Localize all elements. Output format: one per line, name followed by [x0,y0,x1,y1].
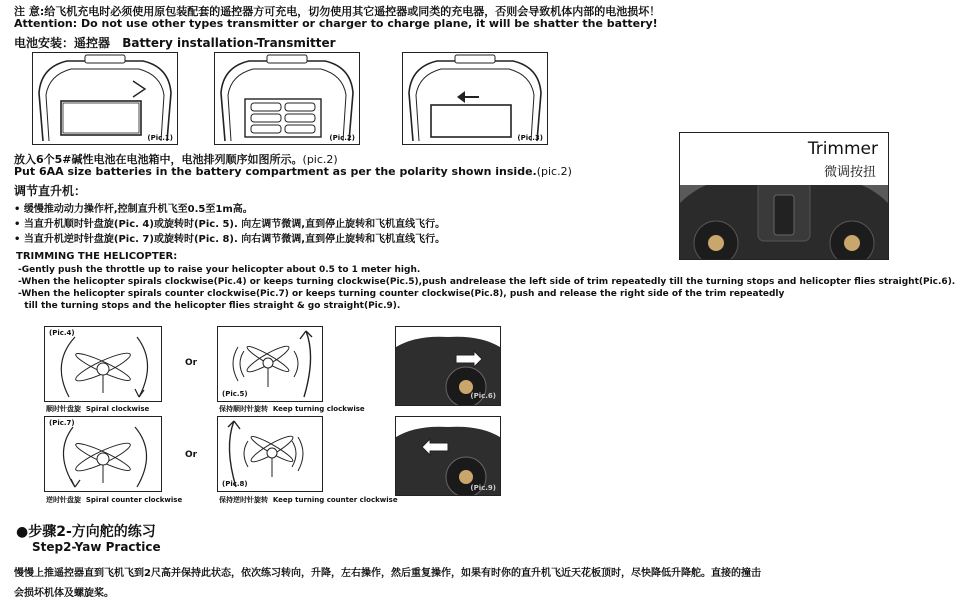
trimmer-title-cn: 微调按扭 [823,165,876,180]
pic-5-tag: (Pic.5) [222,390,248,398]
adjust-item-1-text: 缓慢推动动力操作杆,控制直升机飞至0.5至1m高。 [23,204,253,215]
pic-8-label-cn: 保持逆时针旋转 [219,496,268,504]
transmitter-closed-outline [403,53,547,144]
helicopter-turning-clockwise-icon [218,327,322,401]
or-label-2: Or [185,450,198,460]
trimmer-photo [679,132,889,260]
pic-7-tag: (Pic.7) [49,419,75,427]
pic-2-caption: (Pic.2) [329,134,355,142]
helicopter-turning-counter-clockwise-icon [218,417,322,491]
charging-note-cn: 注 意:给飞机充电时必须使用原包装配套的遥控器方可充电，切勿使用其它遥控器或同类的充电器，否则会导致机体内部的电池损坏！ [14,5,661,18]
step2-body-line-2: 会损坏机体及螺旋桨。 [14,588,114,599]
pic-7-label-cn: 逆时针盘旋 [46,496,81,504]
transmitter-batteries-outline [215,53,359,144]
or-label-1: Or [185,358,198,368]
trimming-line-1: -Gently push the throttle up to raise your helicopter about 0.5 to 1 meter high. [18,265,421,275]
trimming-line-4: till the turning stops and the helicopter flies straight & go straight(Pic.9). [18,301,401,311]
pic-5-label [219,404,365,414]
pic-8-label [219,495,398,505]
diagram-pic-7 [44,416,162,492]
diagram-pic-4 [44,326,162,402]
pic-5-label-en: Keep turning clockwise [272,405,365,413]
battery-instruction-en [14,165,572,178]
transmitter-open-outline [33,53,177,144]
battery-instruction-cn-ref: (pic.2) [302,153,338,166]
diagram-pic-8 [217,416,323,492]
trim-photo-pic-6 [395,326,501,406]
pic-7-label [46,495,182,505]
battery-instruction-en-ref: (pic.2) [536,165,572,178]
pic-7-label-en: Spiral counter clockwise [85,496,183,504]
adjust-item-3: • 当直升机逆时针盘旋(Pic. 7)或旋转时(Pic. 8). 向右调节微调,直到停止旋转和飞机直线飞行。 [14,234,446,245]
trimming-line-2: -When the helicopter spirals clockwise(Pic.4) or keeps turning clockwise(Pic.5),push andrelease the left side of trim repeatedly till the turning stops and helicopter flies straight(Pic.6). [18,277,955,287]
adjust-item-2-text: 当直升机顺时针盘旋(Pic. 4)或旋转时(Pic. 5). 向左调节微调,直到停止旋转和飞机直线飞行。 [23,219,446,230]
pic-8-label-en: Keep turning counter clockwise [272,496,398,504]
pic-8-tag: (Pic.8) [222,480,248,488]
helicopter-spiral-clockwise-icon [45,327,161,401]
pic-5-label-cn: 保持顺时针旋转 [219,405,268,413]
charging-attention-en: Attention: Do not use other types transmitter or charger to charge plane, it will be shatter the battery! [14,17,658,30]
trimmer-title-en: Trimmer [807,139,878,159]
battery-instruction-en-text: Put 6AA size batteries in the battery compartment as per the polarity shown inside. [14,165,537,178]
pic-4-tag: (Pic.4) [49,329,75,337]
pic-4-label-en: Spiral clockwise [85,405,150,413]
battery-pic-2 [214,52,360,145]
helicopter-spiral-counter-clockwise-icon [45,417,161,491]
battery-section-title-cn: 电池安装：遥控器 [14,36,111,50]
trim-photo-pic-9 [395,416,501,496]
adjust-item-1: • 缓慢推动动力操作杆,控制直升机飞至0.5至1m高。 [14,204,253,215]
battery-pic-1 [32,52,178,145]
battery-pic-3 [402,52,548,145]
trimming-line-3: -When the helicopter spirals counter clockwise(Pic.7) or keeps turning counter clockwise(Pic.8), push and release the right side of the trim repeatedly [18,289,785,299]
step2-heading-cn: ●步骤2-方向舵的练习 [16,524,156,540]
step2-heading-en: Step2-Yaw Practice [32,540,161,554]
adjust-heading-cn: 调节直升机： [14,184,87,198]
pic-3-caption: (Pic.3) [517,134,543,142]
battery-section-title-en: Battery installation-Transmitter [122,36,336,50]
diagram-pic-5 [217,326,323,402]
trimming-heading: TRIMMING THE HELICOPTER: [16,251,178,262]
pic-1-caption: (Pic.1) [147,134,173,142]
battery-section-title [14,34,336,51]
pic-4-label-cn: 顺时针盘旋 [46,405,81,413]
pic-4-label [46,404,149,414]
pic-6-tag: (Pic.6) [470,392,496,400]
pic-9-tag: (Pic.9) [470,484,496,492]
adjust-item-3-text: 当直升机逆时针盘旋(Pic. 7)或旋转时(Pic. 8). 向右调节微调,直到停止旋转和飞机直线飞行。 [23,234,446,245]
battery-instruction-cn-text: 放入6个5#碱性电池在电池箱中，电池排列顺序如图所示。 [14,153,303,166]
step2-body-line-1: 慢慢上推遥控器直到飞机飞到2尺高并保持此状态，依次练习转向，升降，左右操作，然后重复操作，如果有时你的直升机飞近天花板顶时，尽快降低升降舵。直接的撞击 [14,568,761,579]
adjust-item-2: • 当直升机顺时针盘旋(Pic. 4)或旋转时(Pic. 5). 向左调节微调,直到停止旋转和飞机直线飞行。 [14,219,446,230]
